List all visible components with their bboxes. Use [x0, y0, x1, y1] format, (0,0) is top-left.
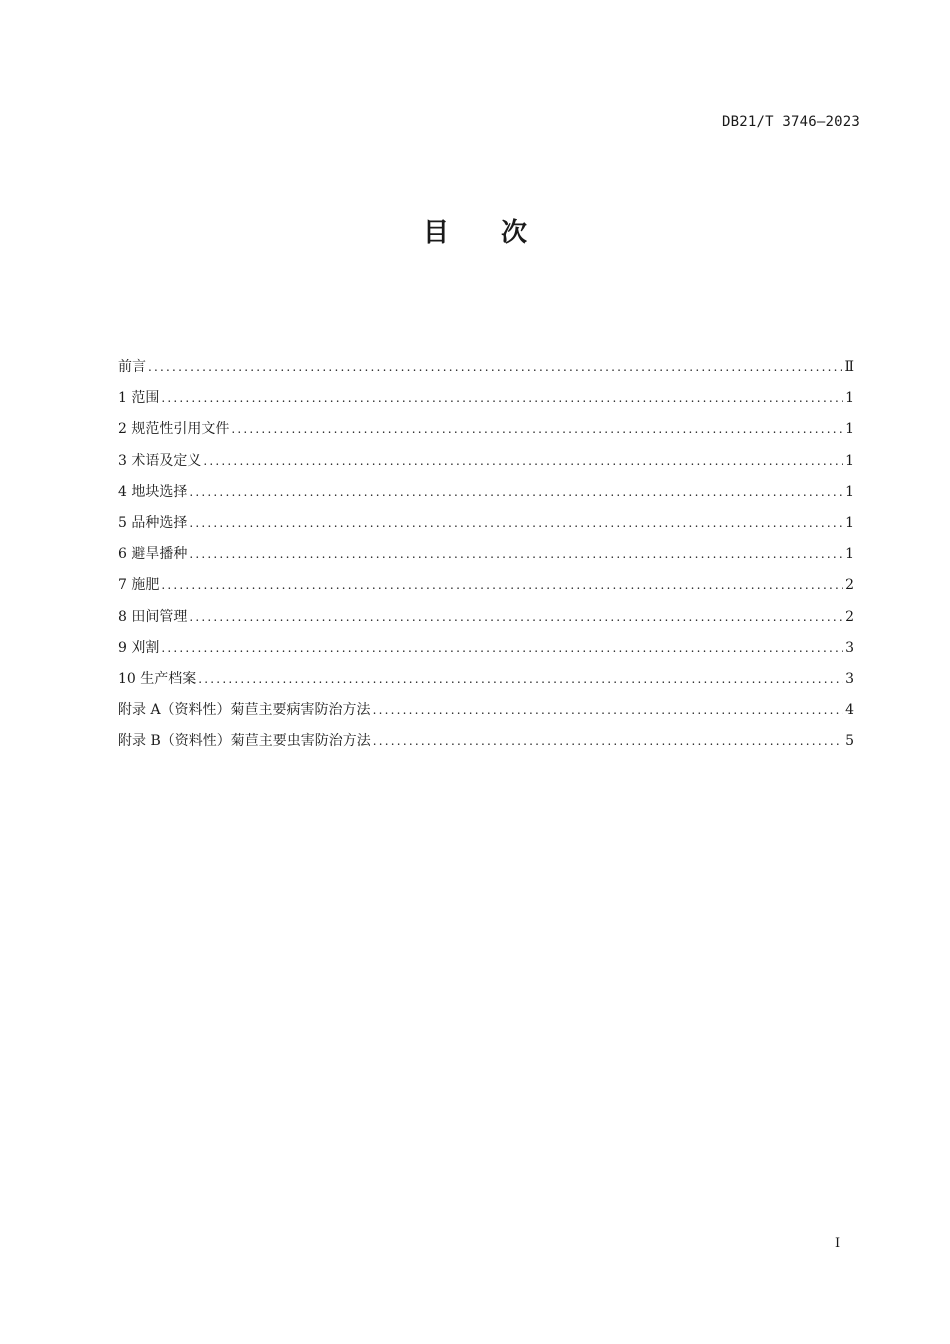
toc-item-page: 3 [845, 670, 854, 687]
toc-item-variety-selection[interactable] [118, 508, 854, 539]
dot-leader [189, 539, 843, 570]
toc-item-label: 8 田间管理 [118, 608, 188, 625]
toc-item-label: 前言 [118, 359, 146, 375]
toc-item-mowing[interactable] [118, 633, 854, 664]
toc-item-label: 2 规范性引用文件 [118, 421, 230, 438]
toc-item-field-management[interactable] [118, 602, 854, 633]
toc-item-page: 4 [845, 702, 854, 719]
dot-leader [148, 352, 842, 383]
toc-item-page: 1 [845, 390, 854, 407]
toc-item-label: 6 避旱播种 [118, 546, 188, 563]
dot-leader [231, 414, 843, 445]
dot-leader [198, 664, 843, 695]
toc-item-page: 3 [845, 639, 854, 656]
toc-item-fertilization[interactable] [118, 570, 854, 601]
toc-item-label: 3 术语及定义 [118, 452, 202, 469]
dot-leader [161, 570, 843, 601]
toc-item-label: 5 品种选择 [118, 514, 188, 531]
dot-leader [373, 695, 844, 726]
toc-item-normative-references[interactable] [118, 414, 854, 445]
toc-item-label: 4 地块选择 [118, 483, 188, 500]
toc-item-sowing[interactable] [118, 539, 854, 570]
toc-item-page: 1 [845, 546, 854, 563]
toc-item-page: Ⅱ [844, 359, 854, 375]
dot-leader [161, 633, 843, 664]
dot-leader [189, 508, 843, 539]
toc-item-label: 附录 A（资料性）菊苣主要病害防治方法 [118, 702, 371, 719]
toc-item-label: 10 生产档案 [118, 670, 197, 687]
toc-item-label: 附录 B（资料性）菊苣主要虫害防治方法 [118, 733, 371, 750]
toc-item-plot-selection[interactable] [118, 477, 854, 508]
dot-leader [161, 383, 843, 414]
dot-leader [189, 477, 843, 508]
toc-item-page: 1 [845, 421, 854, 438]
page-number: I [835, 1236, 841, 1251]
toc-item-production-records[interactable] [118, 664, 854, 695]
title-char-2: 次 [501, 218, 528, 248]
toc-item-label: 7 施肥 [118, 577, 160, 594]
toc-item-scope[interactable] [118, 383, 854, 414]
page-title [0, 212, 950, 249]
dot-leader [203, 446, 843, 477]
dot-leader [373, 726, 843, 757]
toc-item-page: 1 [845, 514, 854, 531]
toc-item-page: 1 [845, 483, 854, 500]
dot-leader [189, 602, 843, 633]
toc-item-page: 5 [845, 733, 854, 750]
toc-item-label: 1 范围 [118, 390, 160, 407]
toc-item-page: 2 [845, 608, 854, 625]
toc-item-appendix-b[interactable] [118, 726, 854, 757]
title-char-1: 目 [422, 218, 449, 248]
toc-item-page: 2 [845, 577, 854, 594]
toc-item-terms[interactable] [118, 446, 854, 477]
toc-item-label: 9 刈割 [118, 639, 160, 656]
toc-item-foreword[interactable] [118, 352, 854, 383]
table-of-contents [118, 352, 854, 757]
toc-item-page: 1 [845, 452, 854, 469]
toc-item-appendix-a[interactable] [118, 695, 854, 726]
document-code: DB21/T 3746—2023 [721, 114, 860, 130]
